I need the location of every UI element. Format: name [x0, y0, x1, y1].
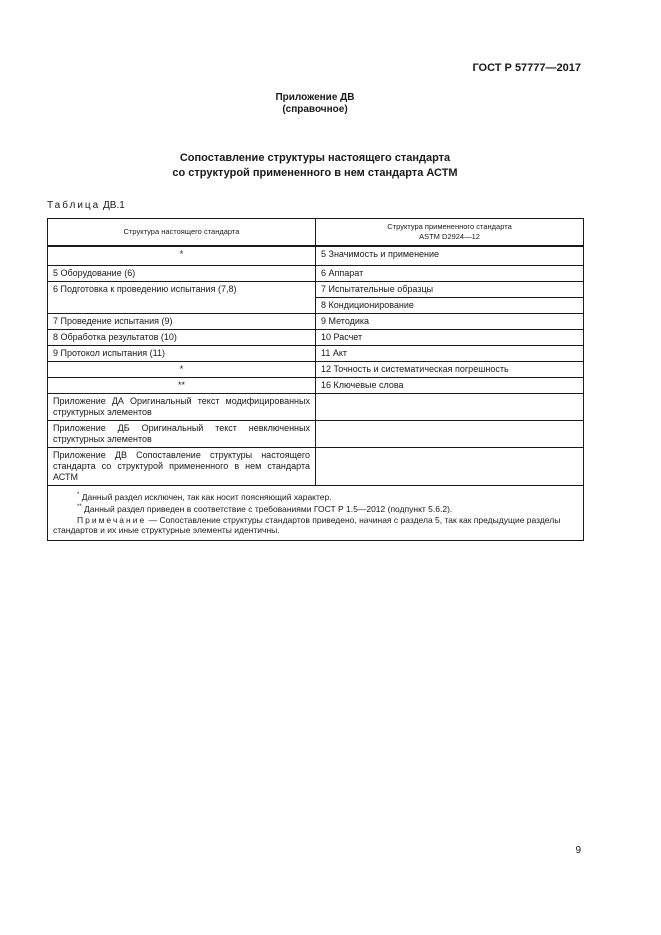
appendix-type: (справочное): [282, 104, 348, 115]
footnote-2-mark: **: [77, 504, 82, 511]
row-right-cell: 9 Методика: [316, 314, 584, 330]
header-col2-line1: Структура примененного стандарта: [387, 222, 512, 231]
table-row: [48, 448, 584, 486]
row-right-cell: 16 Ключевые слова: [316, 378, 584, 394]
row-right-cell: 5 Значимость и применение: [316, 246, 584, 266]
row-left-cell: 5 Оборудование (6): [48, 266, 316, 282]
row-right-cell: 12 Точность и систематическая погрешность: [316, 362, 584, 378]
page-number: 9: [575, 845, 581, 856]
row-left-cell: 8 Обработка результатов (10): [48, 330, 316, 346]
row-right-cell: [316, 394, 584, 421]
footnote-2-text: Данный раздел приведен в соответствие с требованиями ГОСТ Р 1.5—2012 (подпункт 5.6.2).: [84, 504, 453, 515]
table-header-row: [48, 219, 584, 247]
note-label: Примечание: [77, 514, 147, 525]
document-code: ГОСТ Р 57777—2017: [472, 62, 581, 74]
table-caption-word: Таблица: [47, 200, 101, 211]
row-left-cell: Приложение ДА Оригинальный текст модифицированных структурных элементов: [48, 394, 316, 421]
title-line-1: Сопоставление структуры настоящего стандарта: [179, 152, 451, 164]
row-right-cell: 8 Кондиционирование: [316, 298, 584, 314]
row-left-cell: Приложение ДБ Оригинальный текст невключенных структурных элементов: [48, 421, 316, 448]
appendix-label: Приложение ДВ: [275, 92, 355, 103]
footnote-1: [53, 490, 578, 502]
table-note: [53, 515, 578, 536]
table-caption-number: ДВ.1: [103, 200, 125, 211]
header-col-current-standard: Структура настоящего стандарта: [48, 219, 316, 247]
footnote-1-text: Данный раздел исключен, так как носит поясняющий характер.: [81, 491, 332, 502]
row-right-cell: 7 Испытательные образцы: [316, 282, 584, 298]
table-notes: [48, 486, 584, 541]
table-row: [48, 330, 584, 346]
table-caption: [47, 200, 125, 211]
table-row: [48, 282, 584, 298]
row-left-cell: *: [48, 362, 316, 378]
table-row: [48, 394, 584, 421]
row-left-cell: *: [48, 246, 316, 266]
table-row: [48, 362, 584, 378]
header-col-applied-standard: [316, 219, 584, 247]
footnote-1-mark: *: [77, 492, 80, 498]
row-left-cell: 6 Подготовка к проведению испытания (7,8): [48, 282, 316, 314]
table-row: [48, 346, 584, 362]
row-right-cell: 11 Акт: [316, 346, 584, 362]
table-row: [48, 266, 584, 282]
row-right-cell: [316, 421, 584, 448]
row-right-cell: 10 Расчет: [316, 330, 584, 346]
row-left-cell: 9 Протокол испытания (11): [48, 346, 316, 362]
table-row: [48, 314, 584, 330]
footnote-2: [53, 502, 578, 514]
appendix-heading: [0, 92, 630, 116]
appendix-title: [0, 151, 630, 181]
row-left-cell: Приложение ДВ Сопоставление структуры настоящего стандарта со структурой примененного в нем стандарта АСТМ: [48, 448, 316, 486]
row-right-cell: 6 Аппарат: [316, 266, 584, 282]
row-left-cell: 7 Проведение испытания (9): [48, 314, 316, 330]
table-row: [48, 378, 584, 394]
row-left-cell: **: [48, 378, 316, 394]
table-row: [48, 421, 584, 448]
table-row: [48, 246, 584, 266]
structure-comparison-table: [47, 218, 584, 541]
header-col2-line2: ASTM D2924—12: [419, 232, 480, 241]
row-right-cell: [316, 448, 584, 486]
table-notes-row: [48, 486, 584, 541]
title-line-2: со структурой примененного в нем стандарта АСТМ: [172, 167, 458, 179]
note-text: — Сопоставление структуры стандартов приведено, начиная с раздела 5, так как предыдущие разделы стандартов и их иные структурные элементы идентичны.: [53, 514, 561, 536]
